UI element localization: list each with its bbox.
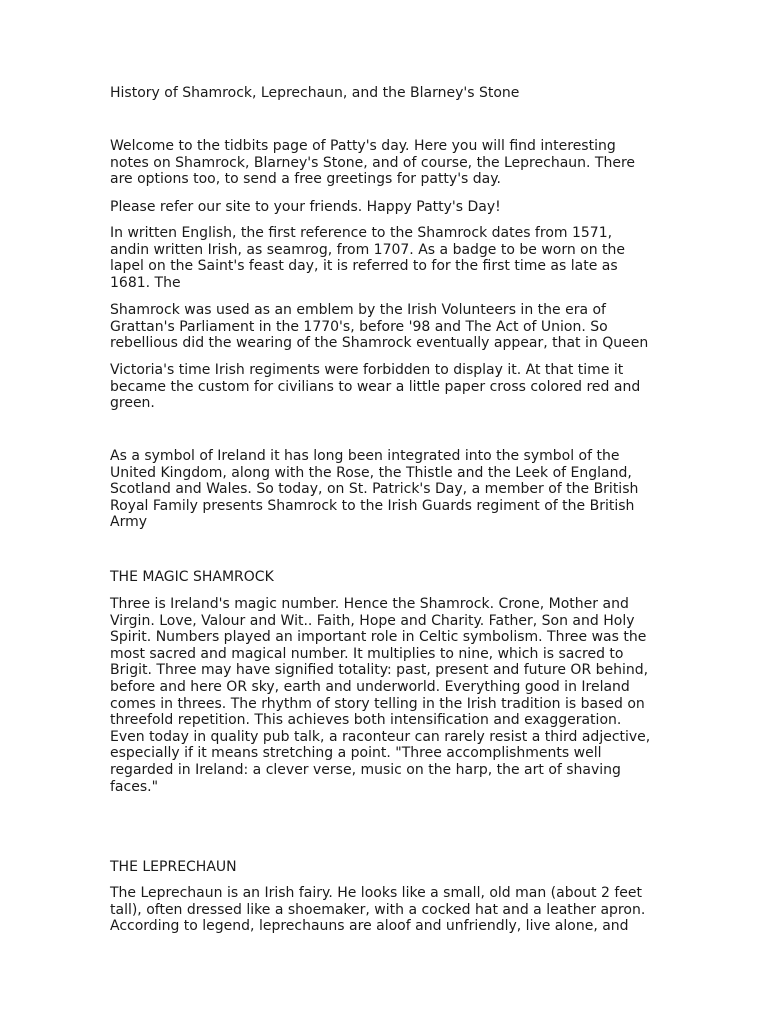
paragraph-welcome: Welcome to the tidbits page of Patty's day. Here you will find interesting notes on Shamrock, Blarney's Stone, and of course, the Leprechaun. There are options too, to send a free greetings for patty's day.: [110, 138, 636, 188]
paragraph-emblem: Shamrock was used as an emblem by the Irish Volunteers in the era of Grattan's Parliament in the 1770's, before '98 and The Act of Union. So rebellious did the wearing of the Shamrock eventually appear, that in Queen: [110, 302, 649, 352]
heading-magic-shamrock: THE MAGIC SHAMROCK: [110, 569, 274, 585]
paragraph-refer: Please refer our site to your friends. Happy Patty's Day!: [110, 199, 501, 215]
paragraph-leprechaun: The Leprechaun is an Irish fairy. He looks like a small, old man (about 2 feet tall), often dressed like a shoemaker, with a cocked hat and a leather apron. According to legend, leprechauns are aloof and unfriendly, live alone, and: [110, 885, 646, 935]
paragraph-magic-shamrock: Three is Ireland's magic number. Hence the Shamrock. Crone, Mother and Virgin. Love, Valour and Wit.. Faith, Hope and Charity. Father, Son and Holy Spirit. Numbers played an important role in Celtic symbolism. Three was the most sacred and magical number. It multiplies to nine, which is sacred to Brigit. Three may have signified totality: past, present and future OR behind, before and here OR sky, earth and underworld. Everything good in Ireland comes in threes. The rhythm of story telling in the Irish tradition is based on threefold repetition. This achieves both intensification and exaggeration. Even today in quality pub talk, a raconteur can rarely resist a third adjective, especially if it means stretching a point. "Three accomplishments well regarded in Ireland: a clever verse, music on the harp, the art of shaving faces.": [110, 596, 651, 795]
paragraph-written-english: In written English, the first reference to the Shamrock dates from 1571, andin written Irish, as seamrog, from 1707. As a badge to be worn on the lapel on the Saint's feast day, it is referred to for the first time as late as 1681. The: [110, 225, 626, 291]
heading-leprechaun: THE LEPRECHAUN: [110, 859, 237, 875]
paragraph-victoria: Victoria's time Irish regiments were forbidden to display it. At that time it became the custom for civilians to wear a little paper cross colored red and green.: [110, 362, 641, 412]
paragraph-symbol: As a symbol of Ireland it has long been integrated into the symbol of the United Kingdom, along with the Rose, the Thistle and the Leek of England, Scotland and Wales. So today, on St. Patrick's Day, a member of the British Royal Family presents Shamrock to the Irish Guards regiment of the British Army: [110, 448, 639, 531]
document-title: History of Shamrock, Leprechaun, and the Blarney's Stone: [110, 85, 520, 101]
